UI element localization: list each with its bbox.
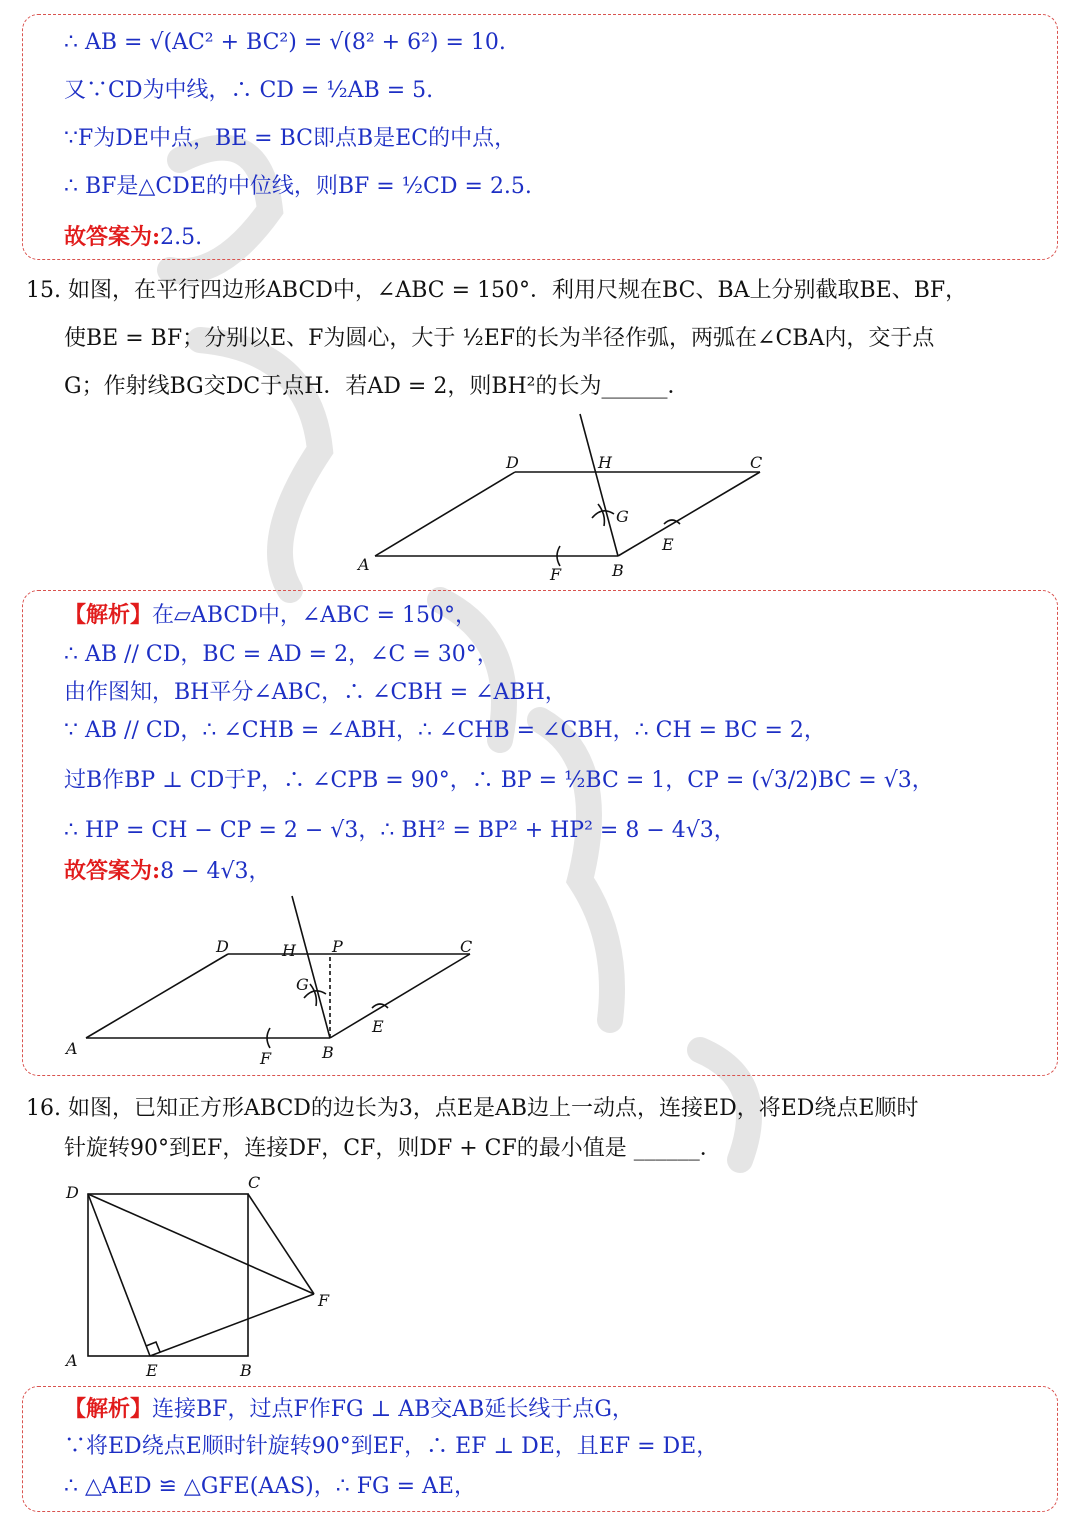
fig16-label-a: A	[66, 1351, 78, 1370]
fig16-label-d: D	[66, 1183, 79, 1202]
sol15-line-2: ∴ AB // CD，BC = AD = 2，∠C = 30°，	[64, 642, 499, 667]
fig15-label-b: B	[612, 561, 624, 580]
fig15-label-a: A	[358, 555, 370, 574]
fig15b-side-da	[86, 954, 228, 1038]
sol14-line-4: ∴ BF是△CDE的中位线，则BF = ½CD = 2.5.	[64, 174, 532, 199]
fig15b-side-bc	[330, 954, 470, 1038]
fig15-side-bc	[618, 472, 760, 556]
q16-figure	[60, 1168, 350, 1382]
answer-label: 故答案为:	[64, 858, 161, 884]
sol15-answer	[64, 856, 271, 887]
sol14-line-2: 又∵CD为中线，∴ CD = ½AB = 5.	[64, 78, 434, 103]
fig15b-label-f: F	[260, 1049, 272, 1068]
answer-label: 故答案为:	[64, 224, 161, 250]
fig15b-label-g: G	[296, 975, 309, 994]
fig16-square	[88, 1194, 248, 1356]
fig15b-ray-bh	[292, 896, 330, 1038]
q15-line-1: 15. 如图，在平行四边形ABCD中，∠ABC = 150°．利用尺规在BC、BA上分别截取BE、BF，	[26, 278, 968, 303]
q16-line-2: 针旋转90°到EF，连接DF，CF，则DF + CF的最小值是 ______．	[64, 1136, 722, 1161]
fig15-side-da	[375, 472, 515, 556]
fig15b-label-c: C	[460, 937, 473, 956]
fig15b-label-p: P	[332, 937, 343, 956]
fig15-label-d: D	[506, 453, 519, 472]
fig15b-arc-g2	[310, 984, 316, 1006]
fig15-arc-g2	[598, 504, 604, 526]
answer-value: 2.5.	[160, 225, 203, 250]
fig15-label-e: E	[662, 535, 674, 554]
sol15-line-4: ∵ AB // CD，∴ ∠CHB = ∠ABH，∴ ∠CHB = ∠CBH，∴ CH = BC = 2，	[64, 718, 826, 743]
fig15-label-f: F	[550, 565, 562, 584]
sol16-line-3: ∴ △AED ≌ △GFE(AAS)，∴ FG = AE，	[64, 1474, 476, 1499]
fig15-ray-bh	[580, 414, 618, 556]
fig15b-label-e: E	[372, 1017, 384, 1036]
sol15-line-5: 过B作BP ⊥ CD于P，∴ ∠CPB = 90°，∴ BP = ½BC = 1，CP = (√3/2)BC = √3，	[64, 768, 934, 793]
q15-figure	[340, 410, 780, 590]
sol16-line-2: ∵将ED绕点E顺时针旋转90°到EF，∴ EF ⊥ DE，且EF = DE，	[64, 1434, 719, 1459]
fig15b-label-a: A	[66, 1039, 78, 1058]
fig16-seg-ef	[150, 1294, 314, 1356]
sol15-line-6: ∴ HP = CH − CP = 2 − √3，∴ BH² = BP² + HP² = 8 − 4√3，	[64, 818, 736, 843]
answer-value: 8 − 4√3，	[160, 859, 271, 884]
fig16-label-e: E	[146, 1361, 158, 1380]
fig15-label-c: C	[750, 453, 763, 472]
fig16-label-f: F	[318, 1291, 330, 1310]
q15-line-3: G；作射线BG交DC于点H．若AD = 2，则BH²的长为______．	[64, 374, 690, 399]
analysis-label: 【解析】	[64, 1396, 153, 1422]
q16-line-1: 16. 如图，已知正方形ABCD的边长为3，点E是AB边上一动点，连接ED，将ED绕点E顺时	[26, 1096, 919, 1121]
fig15b-label-h: H	[282, 941, 296, 960]
sol15-line-3: 由作图知，BH平分∠ABC，∴ ∠CBH = ∠ABH，	[64, 680, 567, 705]
fig15-label-h: H	[598, 453, 612, 472]
fig16-label-c: C	[248, 1173, 261, 1192]
sol15-figure	[60, 890, 490, 1070]
sol16-line-1: 【解析】连接BF，过点F作FG ⊥ AB交AB延长线于点G，	[64, 1396, 634, 1422]
fig15b-label-d: D	[216, 937, 229, 956]
fig15b-label-b: B	[322, 1043, 334, 1062]
sol15-line-1: 【解析】在▱ABCD中，∠ABC = 150°，	[64, 602, 478, 628]
sol14-line-3: ∵F为DE中点，BE = BC即点B是EC的中点，	[64, 126, 517, 151]
fig16-seg-de	[88, 1194, 150, 1356]
sol14-answer	[64, 222, 202, 253]
fig15-label-g: G	[616, 507, 629, 526]
analysis-label: 【解析】	[64, 602, 153, 628]
fig16-label-b: B	[240, 1361, 252, 1380]
q15-line-2: 使BE = BF；分别以E、F为圆心，大于 ½EF的长为半径作弧，两弧在∠CBA内，交于点	[64, 326, 935, 351]
sol14-line-1: ∴ AB = √(AC² + BC²) = √(8² + 6²) = 10.	[64, 30, 506, 55]
